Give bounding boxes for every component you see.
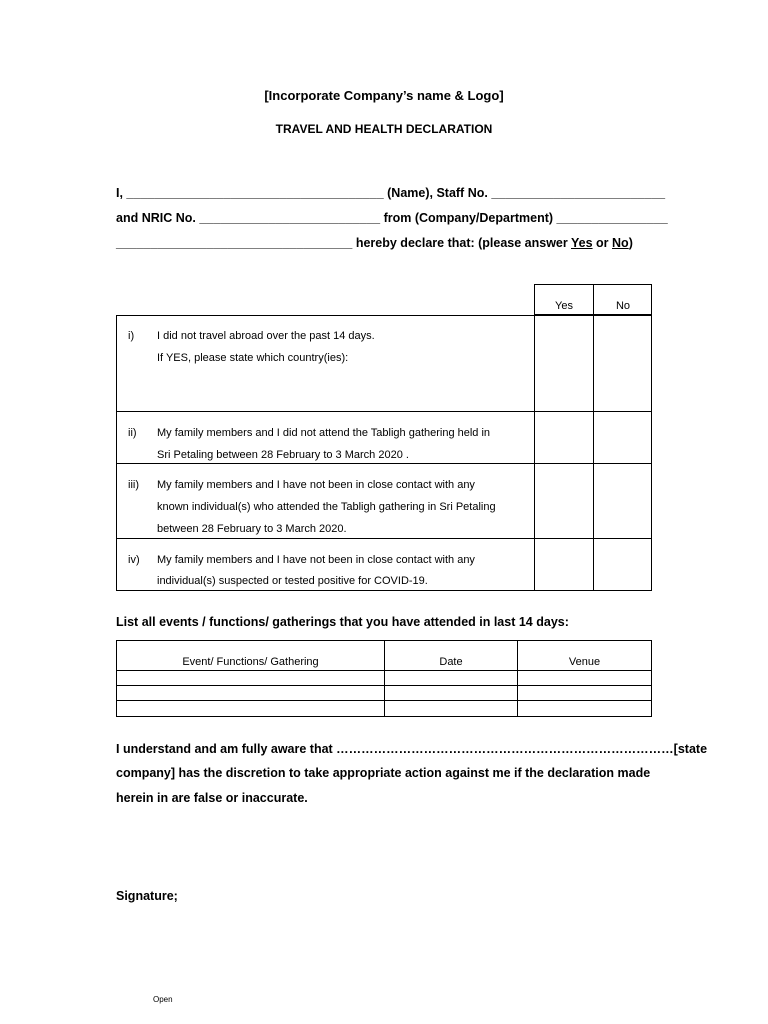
row-text-line: My family members and I have not been in close contact with any <box>157 554 475 566</box>
table-row[interactable] <box>117 671 651 685</box>
no-checkbox-cell[interactable] <box>594 316 651 411</box>
intro-prefix: I, <box>116 186 127 200</box>
acknowledgement-line-1: I understand and am fully aware that ………………………………………………………………………[state <box>116 742 708 756</box>
nric-label: and NRIC No. <box>116 211 200 225</box>
declaration-header <box>534 284 652 315</box>
row-text-line: individual(s) suspected or tested positive for COVID-19. <box>157 575 428 587</box>
name-label: (Name), Staff No. <box>383 186 492 200</box>
department-blank[interactable]: __________________________________ <box>116 236 353 250</box>
row-text-line: If YES, please state which country(ies): <box>157 352 349 364</box>
intro-line-3 <box>116 236 633 250</box>
row-text-line: My family members and I did not attend the Tabligh gathering held in <box>157 427 491 439</box>
company-blank[interactable]: ________________ <box>556 211 668 225</box>
events-table <box>116 640 652 717</box>
declaration-table <box>116 284 652 591</box>
col-date: Date <box>439 656 463 668</box>
row-number: iii) <box>128 479 139 491</box>
name-blank[interactable]: _____________________________________ <box>126 186 384 200</box>
acknowledgement-line-2: company] has the discretion to take appropriate action against me if the declaration made <box>116 766 651 780</box>
row-number: iv) <box>128 554 140 566</box>
events-heading: List all events / functions/ gatherings that you have attended in last 14 days: <box>116 615 569 629</box>
form-title: TRAVEL AND HEALTH DECLARATION <box>275 122 493 136</box>
staff-no-blank[interactable]: _________________________ <box>491 186 666 200</box>
row-number: i) <box>128 330 135 342</box>
yes-checkbox-cell[interactable] <box>535 464 593 538</box>
col-event: Event/ Functions/ Gathering <box>182 656 319 668</box>
declaration-body <box>116 315 652 591</box>
intro-line-1 <box>116 186 665 200</box>
signature-label: Signature; <box>116 889 178 903</box>
no-checkbox-cell[interactable] <box>594 412 651 463</box>
row-text-line: known individual(s) who attended the Tabligh gathering in Sri Petaling <box>157 501 496 513</box>
row-text-line: I did not travel abroad over the past 14 days. <box>157 330 375 342</box>
row-text-line: between 28 February to 3 March 2020. <box>157 523 347 535</box>
no-option: No <box>612 236 629 250</box>
company-placeholder: [Incorporate Company’s name & Logo] <box>264 88 504 103</box>
no-checkbox-cell[interactable] <box>594 539 651 590</box>
yes-checkbox-cell[interactable] <box>535 316 593 411</box>
yes-checkbox-cell[interactable] <box>535 539 593 590</box>
yes-option: Yes <box>571 236 593 250</box>
row-text-line: Sri Petaling between 28 February to 3 March 2020 . <box>157 449 409 461</box>
close-paren: ) <box>628 236 633 250</box>
or-text: or <box>592 236 613 250</box>
declare-text: hereby declare that: (please answer <box>352 236 571 250</box>
row-text-line: My family members and I have not been in close contact with any <box>157 479 475 491</box>
yes-checkbox-cell[interactable] <box>535 412 593 463</box>
acknowledgement-line-3: herein in are false or inaccurate. <box>116 791 308 805</box>
table-row[interactable] <box>117 701 651 716</box>
col-no: No <box>615 300 631 312</box>
col-venue: Venue <box>568 656 601 668</box>
no-checkbox-cell[interactable] <box>594 464 651 538</box>
row-number: ii) <box>128 427 137 439</box>
footer-open-link[interactable]: Open <box>153 995 173 1004</box>
table-row[interactable] <box>117 686 651 700</box>
company-label: from (Company/Department) <box>380 211 557 225</box>
col-yes: Yes <box>555 300 573 312</box>
nric-blank[interactable]: __________________________ <box>199 211 381 225</box>
intro-line-2 <box>116 211 668 225</box>
